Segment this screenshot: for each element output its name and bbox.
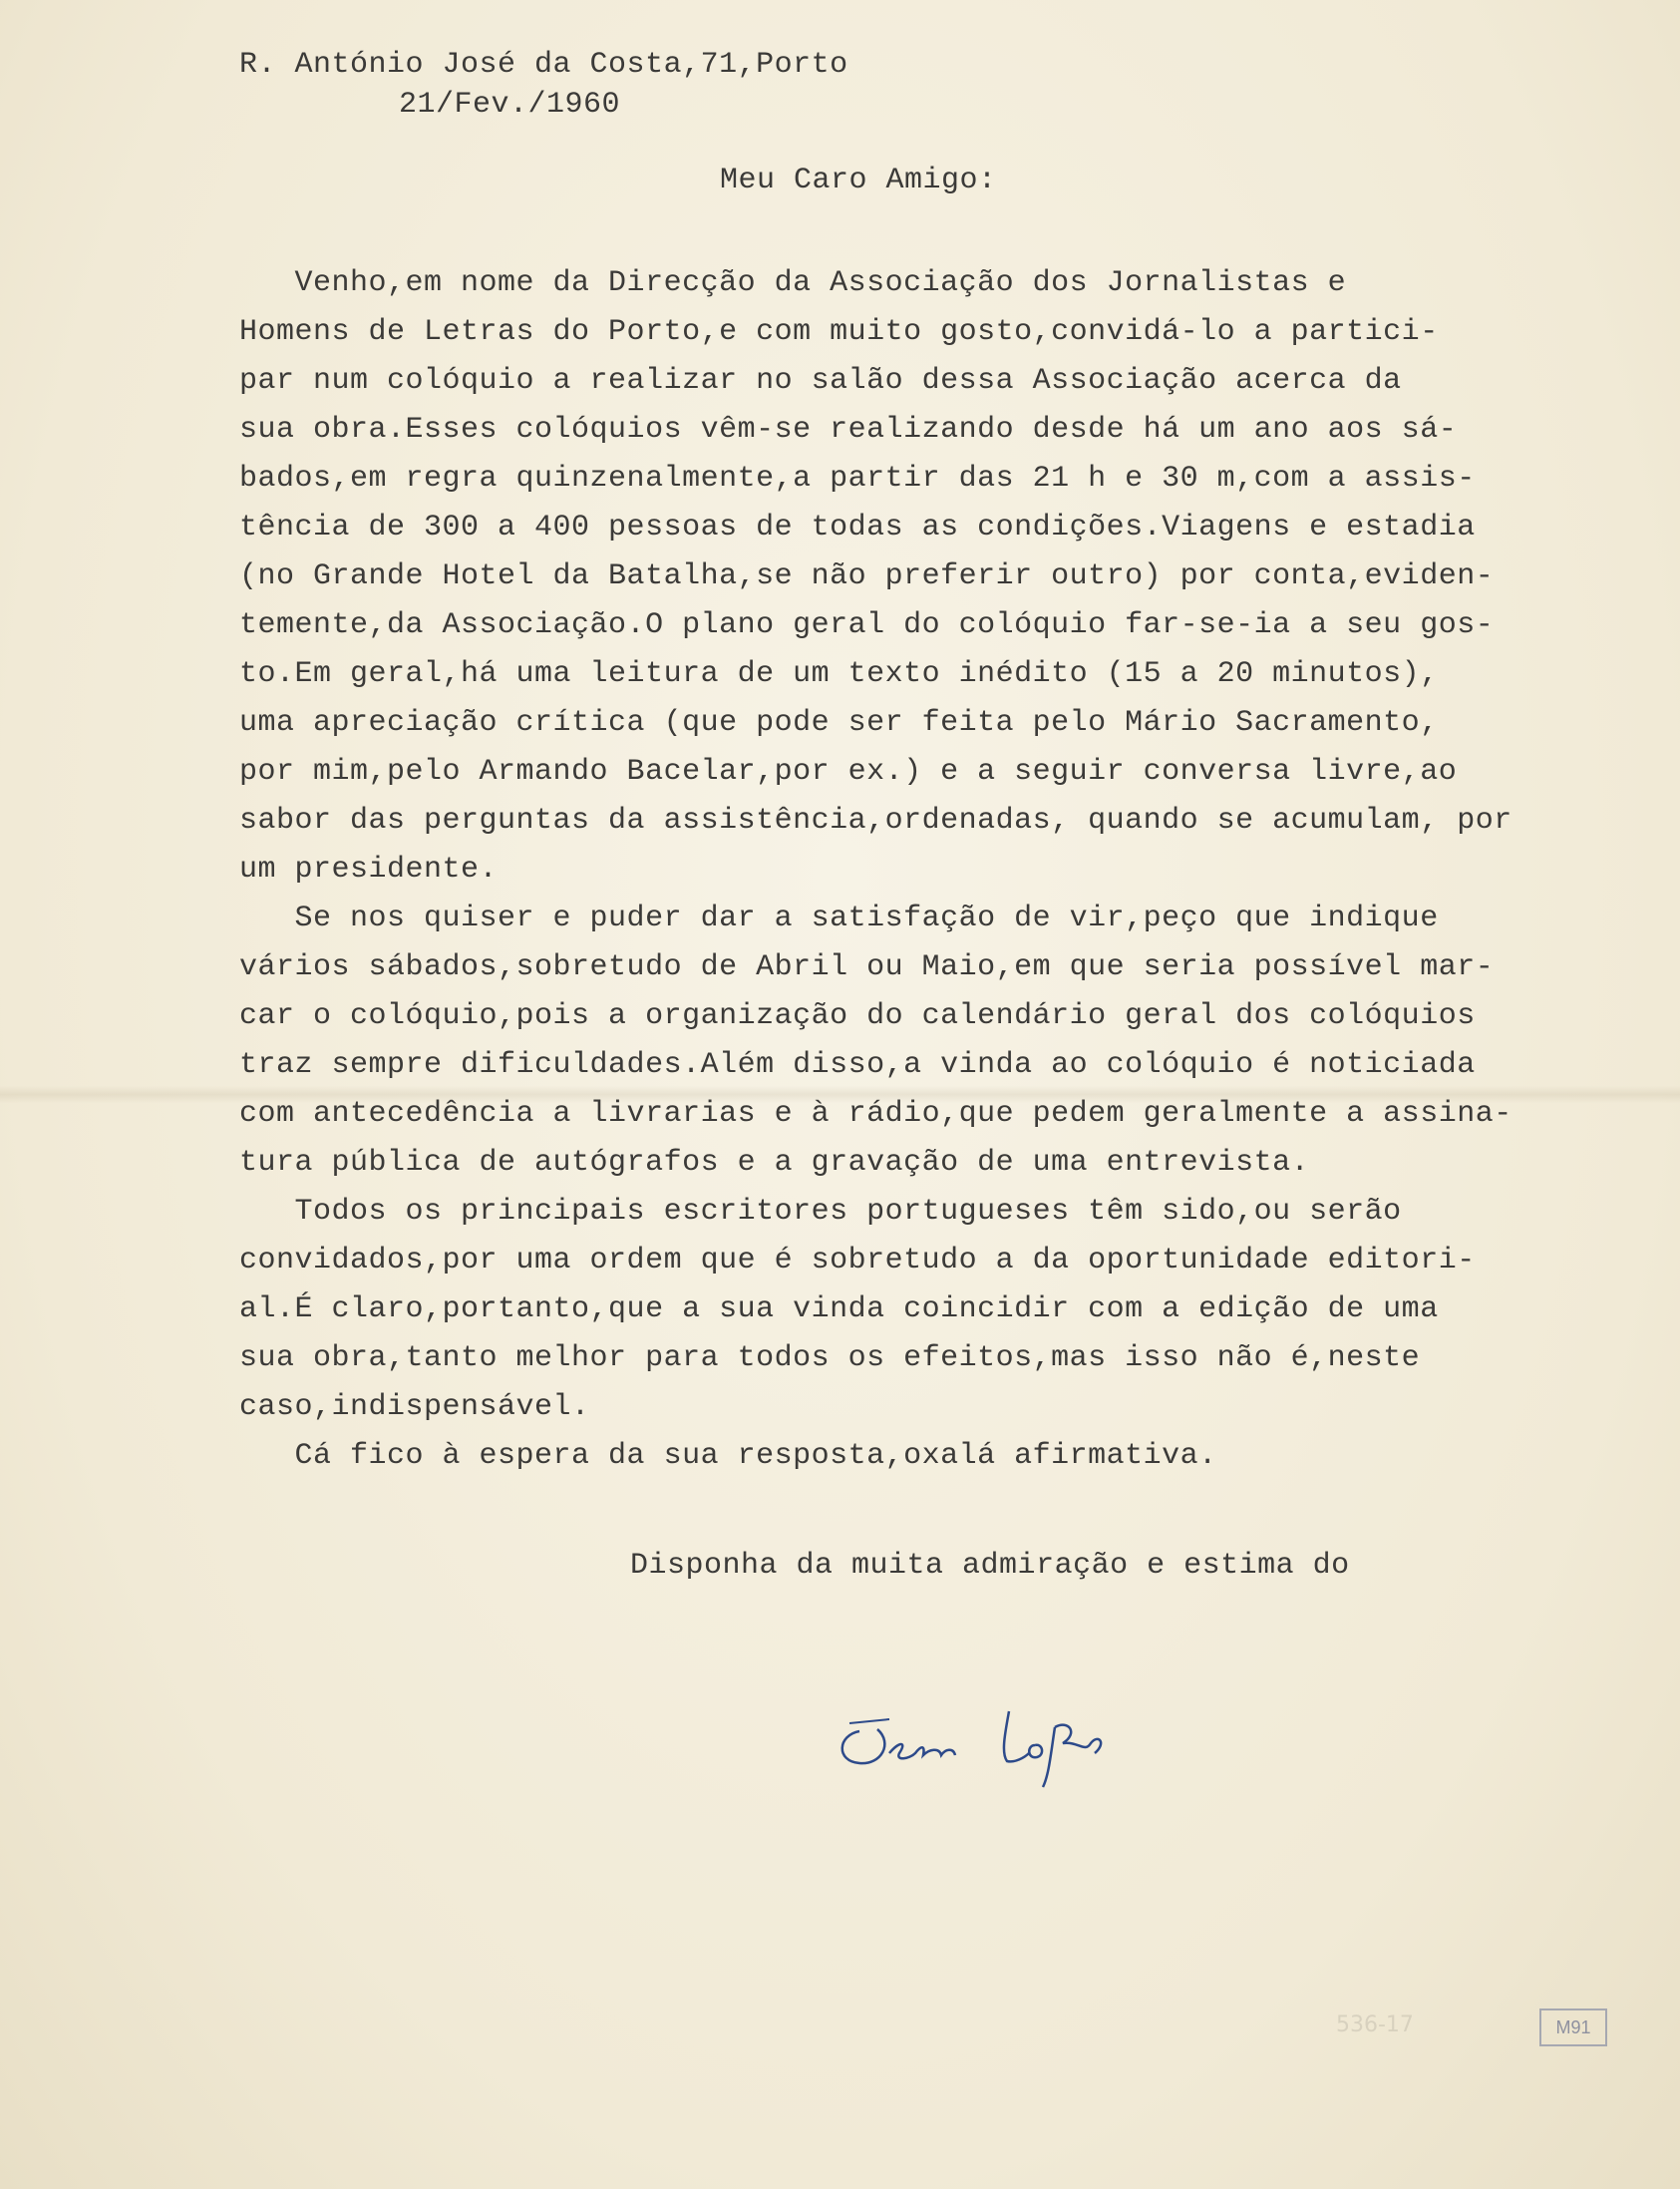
handwritten-signature [830, 1683, 1149, 1793]
letter-line: al.É claro,portanto,que a sua vinda coincidir com a edição de uma [239, 1292, 1439, 1326]
letter-line: bados,em regra quinzenalmente,a partir das 21 h e 30 m,com a assis- [239, 462, 1476, 496]
letter-line: um presidente. [239, 853, 499, 887]
letter-line: sabor das perguntas da assistência,ordenadas, quando se acumulam, por [239, 804, 1512, 838]
letter-line: par num colóquio a realizar no salão dessa Associação acerca da [239, 364, 1402, 398]
letter-line: Homens de Letras do Porto,e com muito gosto,convidá-lo a partici- [239, 315, 1439, 349]
letter-line: temente,da Associação.O plano geral do colóquio far-se-ia a seu gos- [239, 608, 1495, 642]
letter-date: 21/Fev./1960 [399, 88, 621, 122]
letter-body [239, 259, 1635, 1481]
closing-line: Disponha da muita admiração e estima do [630, 1549, 1350, 1583]
letter-line: traz sempre dificuldades.Além disso,a vinda ao colóquio é noticiada [239, 1048, 1476, 1082]
letter-line: (no Grande Hotel da Batalha,se não preferir outro) por conta,eviden- [239, 559, 1495, 593]
salutation: Meu Caro Amigo: [720, 164, 997, 197]
letter-line: Se nos quiser e puder dar a satisfação de vir,peço que indique [239, 902, 1439, 935]
letter-line: Todos os principais escritores portugueses têm sido,ou serão [239, 1195, 1402, 1229]
letter-line: uma apreciação crítica (que pode ser feita pelo Mário Sacramento, [239, 706, 1439, 740]
letter-line: to.Em geral,há uma leitura de um texto inédito (15 a 20 minutos), [239, 657, 1439, 691]
letter-line: Venho,em nome da Direcção da Associação dos Jornalistas e [239, 266, 1347, 300]
letter-line: convidados,por uma ordem que é sobretudo a da oportunidade editori- [239, 1244, 1476, 1277]
letter-line: Cá fico à espera da sua resposta,oxalá afirmativa. [239, 1439, 1217, 1473]
letter-line: tência de 300 a 400 pessoas de todas as condições.Viagens e estadia [239, 511, 1476, 545]
letter-line: sua obra,tanto melhor para todos os efeitos,mas isso não é,neste [239, 1341, 1421, 1375]
letter-line: com antecedência a livrarias e à rádio,que pedem geralmente a assina- [239, 1097, 1512, 1131]
letter-line: car o colóquio,pois a organização do calendário geral dos colóquios [239, 999, 1476, 1033]
letter-line: por mim,pelo Armando Bacelar,por ex.) e a seguir conversa livre,ao [239, 755, 1458, 789]
letter-line: tura pública de autógrafos e a gravação de uma entrevista. [239, 1146, 1310, 1180]
letter-line: caso,indispensável. [239, 1390, 590, 1424]
sender-address: R. António José da Costa,71,Porto [239, 48, 848, 82]
letter-line: vários sábados,sobretudo de Abril ou Maio,em que seria possível mar- [239, 950, 1495, 984]
letter-line: sua obra.Esses colóquios vêm-se realizando desde há um ano aos sá- [239, 413, 1458, 447]
archive-pencil-mark: 536-17 [1336, 2012, 1414, 2037]
archive-stamp: M91 [1539, 2008, 1607, 2046]
